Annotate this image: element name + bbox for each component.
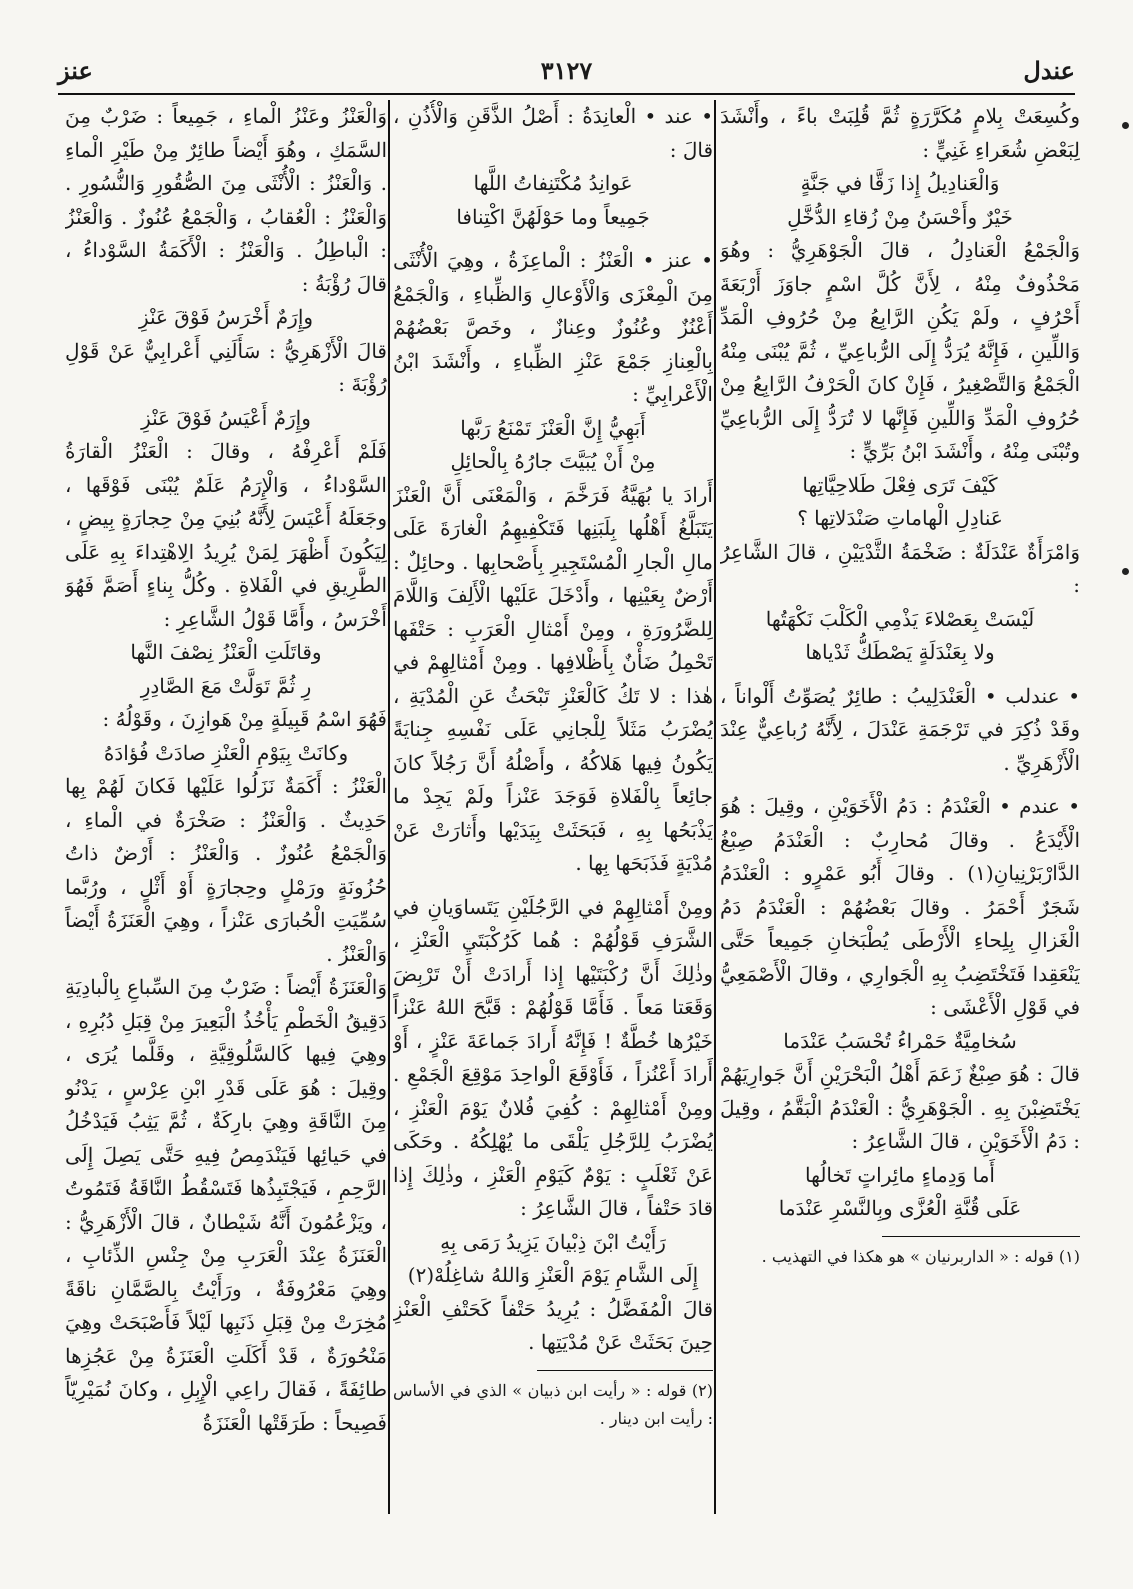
entry-paragraph: • عنز • الْعَنْزُ : الْماعِزَةُ ، وهِيَ الْأُنْثَى مِنَ الْمِعْزَى وَالْأَوْعالِ وَالظِّباءِ ، وَالْجَمْعُ أَعْنُزٌ وعُنُوزٌ وعِنازٌ ، وخَصَّ بَعْضُهُمْ بِالْعِنازِ جَمْعَ عَنْزِ الظِّباءِ ، وأَنْشَدَ ابْنُ الْأَعْرابِيِّ : xyxy=(393,248,713,406)
verse-line: رَأَيْتُ ابْنَ ذِبْيانَ يَزِيدُ رَمَى بِهِ xyxy=(440,1229,666,1254)
entry-paragraph: وَالْعَنَزَةُ أَيْضاً : ضَرْبٌ مِنَ السِّباعِ بِالْبادِيَةِ دَقِيقُ الْخَطْمِ يَأْخُذُ الْبَعِيرَ مِنْ قِبَلِ دُبُرِهِ ، وهِيَ فِيها كَالسَّلُوقِيَّةِ ، وقَلَّما يُرَى ، وقِيلَ : هُوَ عَلَى قَدْرِ ابْنِ عِرْسٍ ، يَدْنُو مِنَ النَّاقَةِ وهِيَ بارِكَةٌ ، ثُمَّ يَثِبُ فَيَدْخُلُ في حَيائِها فَيَنْدَمِصُ فِيهِ حَتَّى يَصِلَ إِلَى الرَّحِمِ ، فَيَجْتَبِذُها فَتَسْقُطُ النَّاقَةُ فَتَمُوتُ ، ويَزْعُمُونَ أَنَّهُ شَيْطانٌ ، قالَ الْأَزْهَرِيُّ : الْعَنَزَةُ عِنْدَ الْعَرَبِ مِنْ جِنْسِ الذِّئابِ ، وهِيَ مَعْرُوفَةٌ ، ورَأَيْتُ بِالصَّمَّانِ ناقَةً مُخِرَتْ مِنْ قِبَلِ ذَنَبِها لَيْلاً فَأَصْبَحَتْ وهِيَ مَنْحُورَةٌ ، قَدْ أَكَلَتِ الْعَنَزَةُ مِنْ عَجُزِها طائِفَةً ، فَقالَ راعِي الْإِبِلِ ، وكانَ نُمَيْرِيّاً فَصِيحاً : طَرَقَتْها الْعَنَزَةُ xyxy=(65,975,387,1435)
verse-line: مِنْ أَنْ يُبَيَّتَ جارُهُ بِالْحائِلِ xyxy=(450,449,656,473)
verse-line: عَلَى قُنَّةِ الْعُزَّى وبِالنَّسْرِ عَنْدَما xyxy=(778,1196,1022,1220)
column-left xyxy=(65,100,387,1553)
verse-line: لَيْسَتْ بِعَصْلاءَ يَذْمِي الْكَلْبَ نَكْهَتُها xyxy=(765,606,1035,631)
entry-paragraph: قالَ : هُوَ صِبْغٌ زَعَمَ أَهْلُ الْبَحْرَيْنِ أَنَّ جَوارِيَهُمْ يَخْتَضِبْنَ بِهِ . الْجَوْهَرِيُّ : الْعَنْدَمُ الْبَقَّمُ ، وقِيلَ : دَمُ الْأَخَوَيْنِ ، قالَ الشَّاعِرُ : xyxy=(720,1062,1080,1153)
entry-paragraph: • عندلب • الْعَنْدَلِيبُ : طائِرٌ يُصَوِّتُ أَلْواناً ، وقَدْ ذُكِرَ في تَرْجَمَةِ عَنْدَلَ ، لِأَنَّهُ رُباعِيٌّ عِنْدَ الْأَزْهَرِيِّ . xyxy=(720,683,1080,775)
entry-paragraph: وَامْرَأَةٌ عَنْدَلَةٌ : ضَخْمَةُ الثَّدْيَيْنِ ، قالَ الشَّاعِرُ : xyxy=(720,539,1080,597)
verse-line: أَبَهِيُّ إِنَّ الْعَنْزَ تَمْنَعُ رَبَّها xyxy=(460,415,646,440)
header-left-keyword: عنز xyxy=(58,56,93,85)
margin-dot xyxy=(1122,568,1129,575)
verse-line: وَالْعَنادِيلُ إِذا زَقَّا في جَنَّةٍ xyxy=(800,171,1000,195)
entry-paragraph: فَهُوَ اسْمُ قَبِيلَةٍ مِنْ هَوازِنَ ، وقَوْلُهُ : xyxy=(102,707,387,731)
entry-paragraph: • عند • الْعانِدَةُ : أَصْلُ الذَّقَنِ وَالْأُذُنِ ، قالَ : xyxy=(393,104,713,162)
verse-line: ولا بِعَنْدَلَةٍ يَصْطَكُّ ثَدْياها xyxy=(805,640,995,664)
header-right-keyword: عندل xyxy=(1023,56,1075,85)
entry-paragraph: فَلَمْ أَعْرِفْهُ ، وقالَ : الْعَنْزُ الْقارَةُ السَّوْداءُ ، وَالْإِرَمُ عَلَمٌ يُبْنَى فَوْقَها ، وجَعَلَهُ أَعْيَسَ لِأَنَّهُ بُنِيَ مِنْ حِجارَةٍ بِيضٍ ، لِيَكُونَ أَظْهَرَ لِمَنْ يُرِيدُ الِاهْتِداءَ بِهِ عَلَى الطَّرِيقِ في الْفَلاةِ . وكُلُّ بِناءٍ أَصَمَّ فَهُوَ أَخْرَسُ ، وأَمَّا قَوْلُ الشَّاعِرِ : xyxy=(65,439,387,631)
entry-paragraph: الْعَنْزُ : أَكَمَةٌ نَزَلُوا عَلَيْها فَكانَ لَهُمْ بِها حَدِيثٌ . وَالْعَنْزُ : صَخْرَةٌ في الْماءِ ، وَالْجَمْعُ عُنُوزٌ . وَالْعَنْزُ : أَرْضٌ ذاتُ حُزُونَةٍ ورَمْلٍ وحِجارَةٍ أَوْ أَثْلٍ ، ورُبَّما سُمِّيَتِ الْحُبارَى عَنْزاً ، وهِيَ الْعَنَزَةُ أَيْضاً وَالْعَنْزُ . xyxy=(65,774,387,966)
column-middle xyxy=(393,100,713,1553)
entry-paragraph: • عندم • الْعَنْدَمُ : دَمُ الْأَخَوَيْنِ ، وقِيلَ : هُوَ الْأَيْدَعُ . وقالَ مُحارِبٌ : الْعَنْدَمُ صِبْغُ الدَّارْبَرْنِيانِ(١) . وقالَ أَبُو عَمْرٍو : الْعَنْدَمُ شَجَرٌ أَحْمَرُ . وقالَ بَعْضُهُمْ : الْعَنْدَمُ دَمُ الْغَزالِ بِلِحاءِ الْأَرْطَى يُطْبَخانِ جَمِيعاً حَتَّى يَنْعَقِدا فَتَخْتَضِبُ بِهِ الْجَوارِي ، وقالَ الْأَصْمَعِيُّ في قَوْلِ الْأَعْشَى : xyxy=(720,794,1080,1019)
entry-paragraph: أَرادَ يا بُهَيَّةُ فَرَخَّمَ ، وَالْمَعْنَى أَنَّ الْعَنْزَ يَتَبَلَّغُ أَهْلُها بِلَبَنِها فَتَكْفِيهِمُ الْغارَةَ عَلَى مالِ الْجارِ الْمُسْتَجِيرِ بِأَصْحابِها . وحائِلٌ : أَرْضٌ بِعَيْنِها ، وأَدْخَلَ عَلَيْها الْأَلِفَ وَاللَّامَ لِلضَّرُورَةِ ، ومِنْ أَمْثالِ الْعَرَبِ : حَتْفَها تَحْمِلُ ضَأْنٌ بِأَظْلافِها . ومِنْ أَمْثالِهِمْ في هٰذا : لا تَكُ كَالْعَنْزِ تَبْحَثُ عَنِ الْمُدْيَةِ ، يُضْرَبُ مَثَلاً لِلْجانِي عَلَى نَفْسِهِ جِنايَةً يَكُونُ فِيها هَلاكُهُ ، وأَصْلُهُ أَنَّ رَجُلاً كانَ جائِعاً بِالْفَلاةِ فَوَجَدَ عَنْزاً ولَمْ يَجِدْ ما يَذْبَحُها بِهِ ، فَبَحَثَتْ بِيَدَيْها وأَثارَتْ عَنْ مُدْيَةٍ فَذَبَحَها بِها . xyxy=(393,482,713,875)
verse-line: سُخامِيَّةٌ حَمْراءُ تُحْسَبُ عَنْدَما xyxy=(783,1028,1017,1053)
verse-line: وإِرَمٌ أَخْرَسُ فَوْقَ عَنْزِ xyxy=(138,305,314,329)
entry-paragraph: وَالْجَمْعُ الْعَنادِلُ ، قالَ الْجَوْهَرِيُّ : وهُوَ مَحْذُوفٌ مِنْهُ ، لِأَنَّ كُلَّ اسْمٍ جاوَزَ أَرْبَعَةَ أَحْرُفٍ ، ولَمْ يَكُنِ الرَّابِعُ مِنْ حُرُوفِ الْمَدِّ وَاللِّينِ ، فَإِنَّهُ يُرَدُّ إِلَى الرُّباعِيِّ ، ثُمَّ يُبْنَى مِنْهُ الْجَمْعُ وَالتَّصْغِيرُ ، فَإِنْ كانَ الْحَرْفُ الرَّابِعُ مِنْ حُرُوفِ الْمَدِّ وَاللِّينِ فَإِنَّها لا تُرَدُّ إِلَى الرُّباعِيِّ وتُبْنَى مِنْهُ ، وأَنْشَدَ ابْنُ بَرِّيٍّ : xyxy=(720,238,1080,463)
verse-line: عَنادِلِ الْهاماتِ صَنْدَلاتِها ؟ xyxy=(797,506,1003,530)
footnote: (٢) قوله : « رأيت ابن ذبيان » الذي في الأساس : رأيت ابن دينار . xyxy=(393,1380,713,1428)
column-right xyxy=(720,100,1080,1553)
entry-paragraph: قالَ الْمُفَضَّلُ : يُرِيدُ حَتْفاً كَحَتْفِ الْعَنْزِ حِينَ بَحَثَتْ عَنْ مُدْيَتِها . xyxy=(393,1296,713,1354)
column-divider xyxy=(388,100,390,1514)
verse-line: أَما وَدِماءٍ مائِراتٍ تَخالُها xyxy=(805,1162,995,1187)
verse-line: رِ ثُمَّ تَوَلَّتْ مَعَ الصَّادِرِ xyxy=(140,673,312,698)
column-divider xyxy=(714,100,716,1514)
verse-line: جَمِيعاً وما حَوْلَهُنَّ اكْتِنافا xyxy=(456,204,650,229)
verse-line: كَيْفَ تَرَى فِعْلَ طَلاحِيَّاتِها xyxy=(802,472,998,497)
verse-line: عَوانِدُ مُكْتَنِفاتُ اللَّها xyxy=(473,171,633,195)
verse-line: وكانَتْ بِيَوْمِ الْعَنْزِ صادَتْ فُؤادَهُ xyxy=(103,740,349,765)
footnote-rule xyxy=(882,1236,1080,1237)
header-rule xyxy=(58,93,1075,95)
margin-dot xyxy=(1122,122,1129,129)
footnote-rule xyxy=(537,1370,713,1371)
page-number: ٣١٢٧ xyxy=(540,56,593,85)
verse-line: وقاتَلَتِ الْعَنْزُ نِصْفَ النَّها xyxy=(130,640,322,664)
verse-line: خَيْرٌ وأَحْسَنُ مِنْ زُقاءِ الدُّخَّلِ xyxy=(787,204,1013,229)
running-header xyxy=(58,56,1075,90)
entry-paragraph: وَالْعَنْزُ وعَنْزُ الْماءِ ، جَمِيعاً : ضَرْبٌ مِنَ السَّمَكِ ، وهُوَ أَيْضاً طائِرٌ مِنْ طَيْرِ الْماءِ . وَالْعَنْزُ : الْأُنْثَى مِنَ الصُّقُورِ وَالنُّسُورِ . وَالْعَنْزُ : الْعُقابُ ، وَالْجَمْعُ عُنُوزٌ . وَالْعَنْزُ : الْباطِلُ . وَالْعَنْزُ : الْأَكَمَةُ السَّوْداءُ ، قالَ رُؤْبَةُ : xyxy=(65,104,387,296)
footnote: (١) قوله : « الداربرنيان » هو هكذا في التهذيب . xyxy=(761,1246,1080,1266)
entry-paragraph: ومِنْ أَمْثالِهِمْ في الرَّجُلَيْنِ يَتَساوَيانِ في الشَّرَفِ قَوْلُهُمْ : هُما كَرُكْبَتَيِ الْعَنْزِ ، وذٰلِكَ أَنَّ رُكْبَتَيْها إِذا أَرادَتْ أَنْ تَرْبِضَ وَقَعَتا مَعاً . فَأَمَّا قَوْلُهُمْ : قَبَّحَ اللهُ عَنْزاً خَيْرُها خُطَّةٌ ! فَإِنَّهُ أَرادَ جَماعَةَ عَنْزٍ ، أَوْ أَرادَ أَعْنُزاً ، فَأَوْقَعَ الْواحِدَ مَوْقِعَ الْجَمْعِ . ومِنْ أَمْثالِهِمْ : كُفِيَ فُلانٌ يَوْمَ الْعَنْزِ ، يُضْرَبُ لِلرَّجُلِ يَلْقَى ما يُهْلِكُهُ . وحَكَى عَنْ ثَعْلَبٍ : يَوْمٌ كَيَوْمِ الْعَنْزِ ، وذٰلِكَ إِذا قادَ حَتْفاً ، قالَ الشَّاعِرُ : xyxy=(393,894,713,1220)
verse-line: وإِرَمٌ أَعْيَسُ فَوْقَ عَنْزِ xyxy=(141,405,311,430)
entry-paragraph: قالَ الْأَزْهَرِيُّ : سَأَلَنِي أَعْرابِيٌّ عَنْ قَوْلِ رُؤْبَةَ : xyxy=(65,338,387,396)
verse-line: إِلَى الشَّامِ يَوْمَ الْعَنْزِ وَاللهُ شاغِلُهْ(٢) xyxy=(407,1263,699,1287)
entry-paragraph: وكُسِعَتْ بِلامٍ مُكَرَّرَةٍ ثُمَّ قُلِبَتْ باءً ، وأَنْشَدَ لِبَعْضِ شُعَراءِ غَنِيٍّ : xyxy=(720,104,1080,162)
